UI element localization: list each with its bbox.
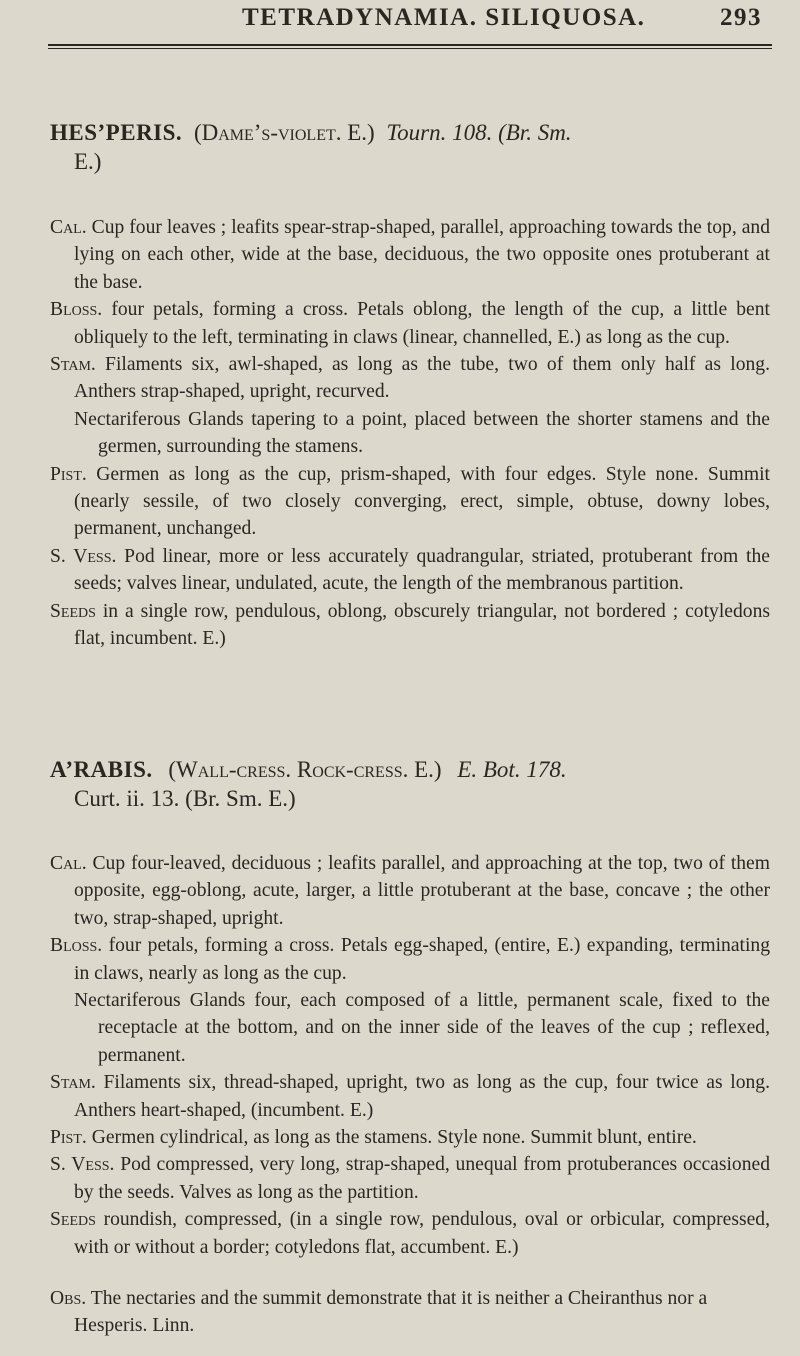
arabis-nectary	[50, 987, 770, 1069]
arabis-common-names: (Wall-cress. Rock-cress. E.)	[168, 757, 442, 782]
arabis-references: E. Bot. 178.	[457, 757, 567, 782]
hesperis-blossom	[50, 296, 770, 351]
hesperis-references: Tourn. 108. (Br. Sm.	[386, 120, 572, 145]
hesperis-seed-vessel-text: Pod linear, more or less accurately quadrangular, striated, protuberant from the seeds; valves linear, undulated, acute, the length of the membranous partition.	[74, 545, 770, 595]
arabis-stamens-text: Filaments six, thread-shaped, upright, two as long as the cup, four twice as long. Anthers heart-shaped, (incumbent. E.)	[74, 1072, 770, 1121]
arabis-blossom-label: Bloss.	[50, 935, 103, 957]
hesperis-seed-vessel	[50, 543, 770, 598]
header-rule	[48, 44, 772, 49]
hesperis-references-cont: E.)	[74, 149, 102, 174]
arabis-stamens	[50, 1069, 770, 1124]
hesperis-calyx-label: Cal.	[50, 217, 87, 238]
hesperis-description	[50, 214, 770, 653]
arabis-observation-para	[50, 1285, 770, 1340]
arabis-pistil-text: Germen cylindrical, as long as the stamens. Style none. Summit blunt, entire.	[91, 1127, 697, 1149]
page-number: 293	[720, 4, 762, 31]
arabis-stamens-label: Stam.	[50, 1072, 96, 1094]
arabis-pistil-label: Pist.	[50, 1127, 87, 1149]
hesperis-stamens-text: Filaments six, awl-shaped, as long as the tube, two of them only half as long. Anthers strap-shaped, upright, recurved.	[74, 354, 770, 403]
hesperis-stamens	[50, 351, 770, 406]
hesperis-pistil-text: Germen as long as the cup, prism-shaped, with four edges. Style none. Summit (nearly sessile, of two closely converging, erect, simple, obtuse, downy lobes, permanent, unchanged.	[74, 463, 770, 540]
arabis-calyx	[50, 850, 770, 932]
hesperis-pistil	[50, 461, 770, 543]
hesperis-nectary	[50, 406, 770, 461]
arabis-nectary-text: Nectariferous Glands four, each composed of a little, permanent scale, fixed to the receptacle at the bottom, and on the inner side of the leaves of the cup ; reflexed, permanent.	[74, 990, 770, 1066]
hesperis-nectary-text: Nectariferous Glands tapering to a point, placed between the shorter stamens and the germen, surrounding the stamens.	[74, 408, 770, 458]
hesperis-pistil-label: Pist.	[50, 463, 87, 485]
arabis-references-line2: Curt. ii. 13. (Br. Sm. E.)	[74, 786, 296, 811]
hesperis-seed-vessel-label: S. Vess.	[50, 545, 117, 567]
arabis-calyx-label: Cal.	[50, 853, 87, 874]
arabis-pistil	[50, 1124, 770, 1151]
arabis-observation	[50, 1285, 770, 1340]
arabis-description	[50, 850, 770, 1261]
hesperis-common-names: (Dame’s-violet. E.)	[193, 120, 375, 145]
arabis-seed-vessel	[50, 1151, 770, 1206]
arabis-heading	[50, 755, 770, 813]
hesperis-blossom-label: Bloss.	[50, 299, 103, 321]
hesperis-heading	[50, 118, 770, 176]
arabis-seed-vessel-label: S. Vess.	[50, 1154, 115, 1176]
arabis-blossom	[50, 932, 770, 987]
arabis-observation-label: Obs.	[50, 1288, 87, 1309]
running-head-title: TETRADYNAMIA. SILIQUOSA.	[242, 4, 646, 31]
arabis-calyx-text: Cup four-leaved, deciduous ; leafits parallel, and approaching at the top, two of them opposite, egg-oblong, acute, larger, a little protuberant at the base, concave ; the other two, strap-shaped, upright.	[74, 853, 770, 929]
hesperis-stamens-label: Stam.	[50, 354, 96, 376]
hesperis-calyx	[50, 214, 770, 296]
hesperis-seeds	[50, 598, 770, 653]
arabis-seeds-text: roundish, compressed, (in a single row, pendulous, oval or orbicular, compressed, with or without a border; cotyledons flat, accumbent. E.)	[74, 1209, 770, 1258]
arabis-genus-name: A’RABIS.	[50, 757, 153, 782]
hesperis-genus-name: HES’PERIS.	[50, 120, 183, 145]
running-head	[50, 4, 770, 42]
hesperis-seeds-text: in a single row, pendulous, oblong, obscurely triangular, not bordered ; cotyledons flat, incumbent. E.)	[74, 600, 770, 650]
arabis-observation-text: The nectaries and the summit demonstrate that it is neither a Cheiranthus nor a Hesperis. Linn.	[74, 1288, 708, 1337]
arabis-seeds-label: Seeds	[50, 1209, 96, 1231]
hesperis-seeds-label: Seeds	[50, 600, 96, 622]
arabis-seeds	[50, 1206, 770, 1261]
arabis-blossom-text: four petals, forming a cross. Petals egg-shaped, (entire, E.) expanding, terminating in claws, nearly as long as the cup.	[74, 935, 770, 984]
hesperis-calyx-text: Cup four leaves ; leafits spear-strap-shaped, parallel, approaching towards the top, and lying on each other, wide at the base, deciduous, the two opposite ones protuberant at the base.	[74, 217, 770, 293]
arabis-seed-vessel-text: Pod compressed, very long, strap-shaped, unequal from protuberances occasioned by the seeds. Valves as long as the partition.	[74, 1154, 770, 1203]
hesperis-blossom-text: four petals, forming a cross. Petals oblong, the length of the cup, a little bent obliquely to the left, terminating in claws (linear, channelled, E.) as long as the cup.	[74, 299, 770, 348]
